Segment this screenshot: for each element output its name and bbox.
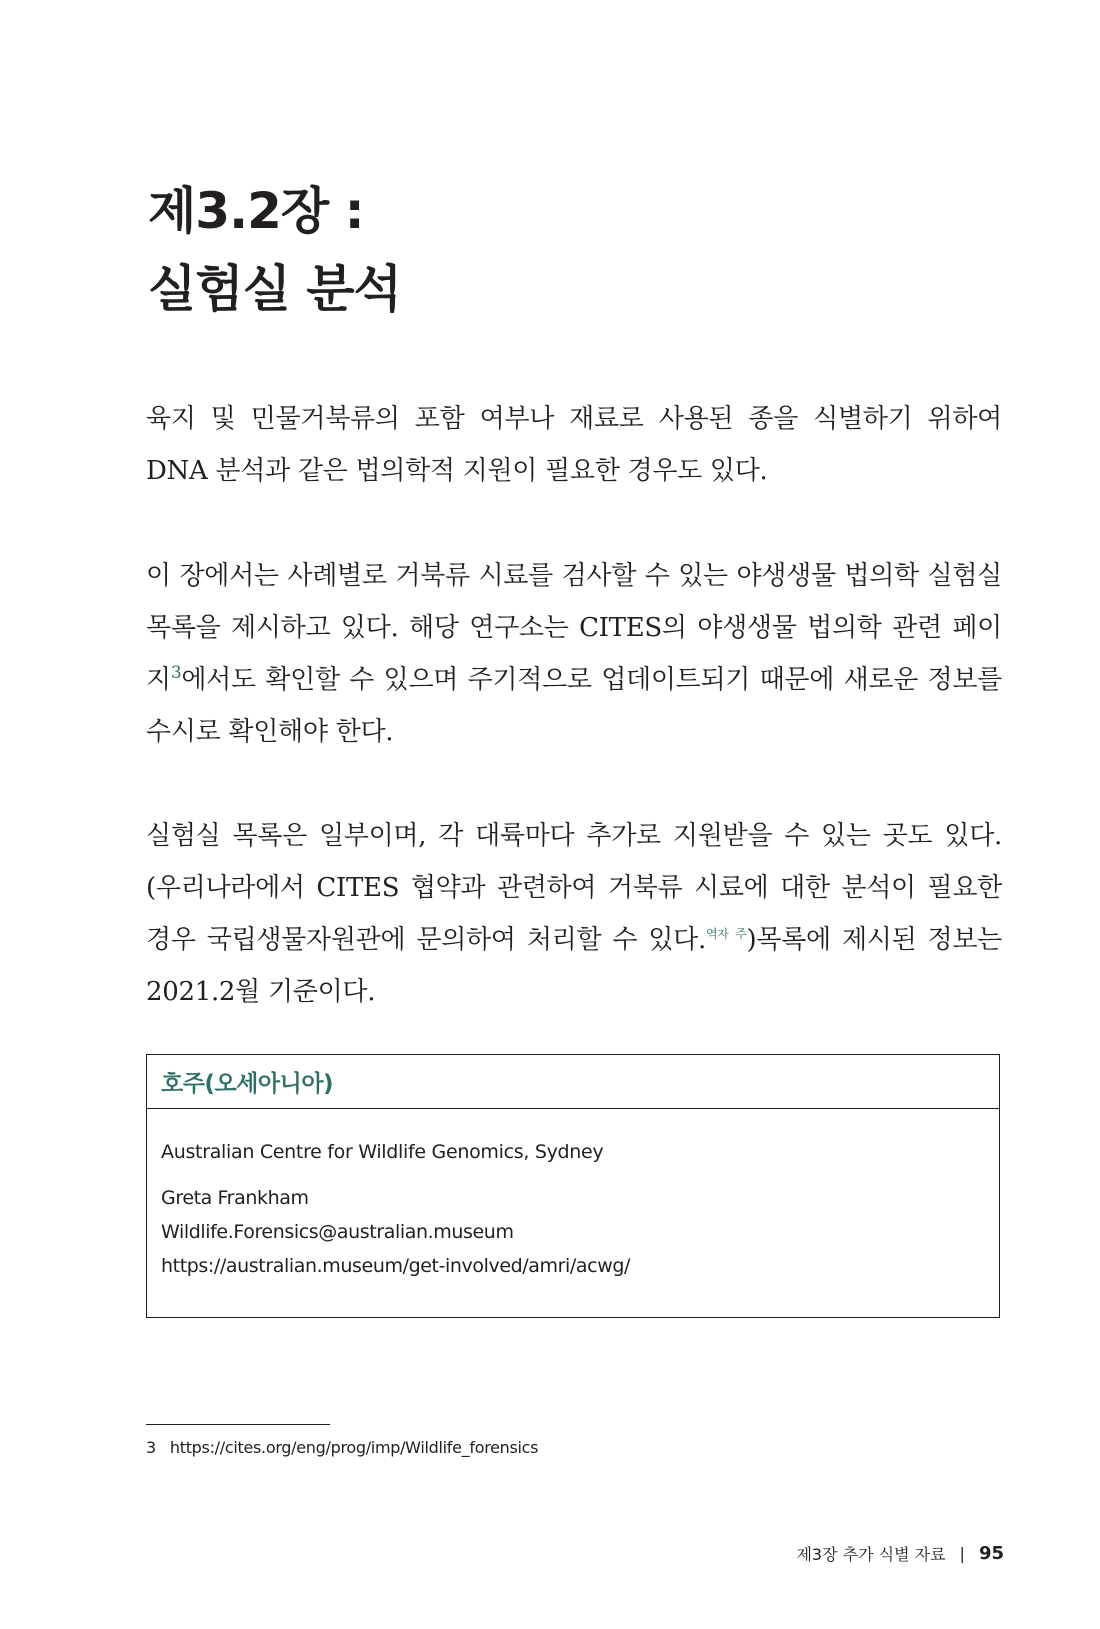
lab-list-text-b: 에서도 확인할 수 있으며 주기적으로 업데이트되기 때문에 새로운 정보를 수시로 확인해야 한다. bbox=[146, 665, 1002, 747]
lab-list-text-a: 이 장에서는 사례별로 거북류 시료를 검사할 수 있는 야생생물 법의학 실험실 목록을 제시하고 있다. 해당 연구소는 CITES의 야생생물 법의학 관련 페이지 bbox=[146, 561, 1002, 695]
lab-info-box bbox=[146, 1054, 1000, 1318]
running-footer-separator: | bbox=[959, 1544, 965, 1563]
notice-text-a: 실험실 목록은 일부이며, 각 대륙마다 추가로 지원받을 수 있는 곳도 있다. (우리나라에서 CITES 협약과 관련하여 거북류 시료에 대한 분석이 필요한 경우 국립생물자원관에 문의하여 처리할 수 있다. bbox=[146, 821, 1002, 955]
notice-paragraph bbox=[146, 810, 1002, 1018]
footnote bbox=[146, 1438, 538, 1457]
notice-text-b: )목록에 제시된 정보는 2021.2월 기준이다. bbox=[146, 925, 1002, 1007]
lab-website-link[interactable]: https://australian.museum/get-involved/amri/acwg/ bbox=[161, 1255, 631, 1277]
running-footer bbox=[796, 1542, 1004, 1565]
lab-list-paragraph bbox=[146, 550, 1002, 758]
footnote-number: 3 bbox=[146, 1438, 156, 1457]
chapter-title bbox=[148, 172, 401, 328]
footnote-reference[interactable]: 3 bbox=[170, 663, 182, 683]
intro-paragraph-text: 육지 및 민물거북류의 포함 여부나 재료로 사용된 종을 식별하기 위하여 DNA 분석과 같은 법의학적 지원이 필요한 경우도 있다. bbox=[146, 404, 1002, 486]
intro-paragraph bbox=[146, 393, 1002, 497]
page-number: 95 bbox=[978, 1543, 1004, 1564]
footnote-link[interactable]: https://cites.org/eng/prog/imp/Wildlife_forensics bbox=[169, 1438, 539, 1457]
lab-email-link[interactable]: Wildlife.Forensics@australian.museum bbox=[161, 1221, 514, 1243]
chapter-title-line2: 실험실 분석 bbox=[148, 260, 401, 318]
lab-info-body bbox=[147, 1109, 999, 1283]
footnote-divider bbox=[146, 1424, 330, 1425]
lab-organization: Australian Centre for Wildlife Genomics, Sydney bbox=[161, 1141, 604, 1163]
running-footer-title: 제3장 추가 식별 자료 bbox=[796, 1545, 946, 1564]
chapter-title-line1: 제3.2장 : bbox=[148, 182, 364, 240]
lab-region-heading: 호주(오세아니아) bbox=[147, 1055, 999, 1109]
lab-contact-name: Greta Frankham bbox=[161, 1187, 309, 1209]
translator-note-marker: 역자 주 bbox=[705, 927, 747, 941]
